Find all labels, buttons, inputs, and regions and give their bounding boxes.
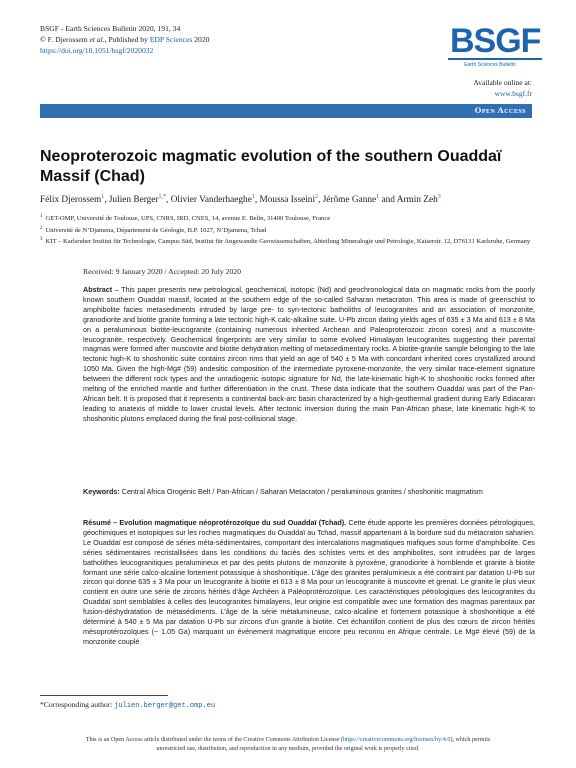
journal-logo bbox=[448, 22, 541, 68]
logo-subtitle: Earth Sciences Bulletin bbox=[464, 62, 516, 68]
author-list: Félix Djerossem$^1$, Julien Berger$^{1,*}$, Olivier Vanderhaeghe$^1$, Moussa Isseini$^2$, Jérôme Ganne$^1$ and Armin Zeh$^3$ bbox=[40, 194, 441, 206]
license-text-suffix: ), which permits bbox=[450, 737, 491, 743]
logo-wordmark: BSGF bbox=[450, 22, 541, 60]
open-access-label: Open Access bbox=[474, 105, 526, 115]
corresponding-email-link[interactable]: julien.berger@get.omp.eu bbox=[114, 702, 216, 710]
license-text-line2: unrestricted use, distribution, and reproduction in any medium, provided the original work is properly cited. bbox=[156, 746, 420, 752]
affiliation: $^1$ GET-OMP, Université de Toulouse, UPS, CNRS, IRD, CNES, 14, avenue E. Belin, 31400 Toulouse, France bbox=[40, 214, 331, 223]
availability bbox=[473, 77, 532, 99]
copyright-prefix: © F. Djerossem bbox=[40, 35, 90, 44]
footnote-separator bbox=[40, 695, 168, 696]
affiliation: $^3$ KIT – Karlsruher Institut für Technologie, Campus Süd, Institut für Angewandte Geowissenschaften, Abteilung Mineralogie und Petrologie, Kaiserstr. 12, D76131 Karlsruhe, Germany bbox=[40, 237, 531, 246]
abstract-text: – This paper presents new petrological, geochemical, isotopic (Nd) and geochronological data on magmatic rocks from the poorly known southern Ouaddaï massif, located at the southern edge of the so-called Saharan metacraton. This area is made of greenschist to amphibolite facies metasediments intruded by large pre- to syn-tectonic batholiths of leucogranites and an association of monzonite, granodiorite and biotite granite forming a late tectonic high-K calc-alkaline suite. U-Pb zircon dating yields ages of 635 ± 3 Ma and 613 ± 8 Ma on a peraluminous biotite-leucogranite (containing numerous inherited Archean and Paleoproterozoic zircon cores) and a muscovite-leucogranite, respectively. Geochemical fingerprints are very similar to some evolved Himalayan leucogranites suggesting their parental magmas were formed after muscovite and biotite dehydration melting of metasedimentary rocks. A biotite-granite sample belonging to the late tectonic high-K to shoshonitic suite contains zircon rims that yield an age of 540 ± 5 Ma with concordant inherited cores crystallized around 1050 Ma. Given the high-Mg# (59) andesitic composition of the intermediate pyroxene-monzonite, the very similar trace-element signature between the different rock types and the unradiogenic isotopic signature for Nd, the late-kinematic high-K to shoshonitic rocks formed after melting of the enriched mantle and further differentiation in the crust. These data indicate that the southern Ouaddaï was part of the Pan-African belt. It is proposed that it represents a continental back-arc basin characterized by a high-geothermal gradient during Early Ediacaran leading to anatexis of middle to lower crustal levels. After tectonic inversion during the main Pan-African phase, late kinematic high-K to shoshonitic plutons emplaced during the final post-collisional stage. bbox=[83, 285, 535, 423]
affiliation: $^2$ Université de N’Djamena, Département de Géologie, B.P. 1027, N’Djamena, Tchad bbox=[40, 225, 267, 234]
availability-label: Available online at: bbox=[473, 78, 532, 87]
resume-label: Résumé – Evolution magmatique néoprotérozoïque du sud Ouaddaï (Tchad). bbox=[83, 518, 347, 527]
abstract-label: Abstract bbox=[83, 285, 113, 294]
article-title: Neoproterozoic magmatic evolution of the southern Ouaddaï Massif (Chad) bbox=[40, 148, 502, 185]
affiliations bbox=[40, 212, 540, 247]
author[interactable]: Moussa Isseini$^2$ bbox=[259, 194, 319, 206]
author[interactable]: Julien Berger$^{1,*}$ bbox=[108, 194, 167, 206]
copyright-mid: , Published by bbox=[104, 35, 150, 44]
copyright-year: 2020 bbox=[192, 35, 210, 44]
author[interactable]: Jérôme Ganne$^1$ bbox=[322, 194, 380, 206]
copyright-etal: et al. bbox=[89, 35, 105, 44]
keywords-label: Keywords: bbox=[83, 487, 120, 496]
author[interactable]: Félix Djerossem$^1$ bbox=[40, 194, 105, 206]
license-footer bbox=[40, 736, 536, 754]
license-link[interactable]: https://creativecommons.org/licenses/by/4.0 bbox=[342, 737, 451, 743]
journal-header bbox=[40, 23, 209, 56]
publisher-link[interactable]: EDP Sciences bbox=[149, 35, 193, 44]
doi-link[interactable]: https://doi.org/10.1051/bsgf/2020032 bbox=[40, 46, 154, 55]
journal-website-link[interactable]: www.bsgf.fr bbox=[494, 89, 532, 98]
author[interactable]: Olivier Vanderhaeghe$^1$ bbox=[170, 194, 255, 206]
open-access-bar bbox=[40, 104, 532, 118]
corresponding-label: *Corresponding author: bbox=[40, 700, 115, 709]
journal-citation: BSGF - Earth Sciences Bulletin 2020, 191, 34 bbox=[40, 24, 181, 33]
keywords-text: Central Africa Orogenic Belt / Pan-African / Saharan Metacraton / peraluminous granites / shoshonitic magmatism bbox=[119, 487, 483, 496]
license-text: This is an Open Access article distributed under the terms of the Creative Commons Attribution License ( bbox=[85, 737, 343, 743]
received-accepted-dates: Received: 9 January 2020 / Accepted: 20 July 2020 bbox=[83, 267, 241, 276]
resume-text: Cette étude apporte les premières données pétrologiques, géochimiques et isotopiques sur les roches magmatiques du Ouaddaï au Tchad, massif appartenant à la bordure sud du métacraton saharien. Le Ouaddaï est composé de séries méta-sédimentaires, comportant des intercalations magmatiques mafiques sous forme d’amphibolite. Ces séries sédimentaires recristallisées dans les conditions du faciès des schistes verts et des amphibolites, sont intrudées par de larges batholithes leucogranitiques peralumineux et par des petits plutons de monzonite à pyroxène, granodiorite à hornblende et granite à biotite formant une série calco-alcaline fortement potassique à shoshonitique. L’âge des granites peralumineux a été contraint par datation U-Pb sur zircon qui donne 635 ± 3 Ma pour un leucogranite à biotite et 613 ± 8 Ma pour un leucogranite à muscovite et grenat. Le granite le plus vieux contient en outre une série de zircons hérités d’âge Archéen à Paléoprotérozoïque. Les caractéristiques pétrologiques des leucogranites du Ouaddaï sont semblables à celles des leucogranites himalayens, leur origine est compatible avec une formation des magmas parentaux par fusion-déshydratation de métasédiments. L’âge de la série métalumineuse, calco-alcaline et fortement potassique à shoshonitique a été déterminé à 540 ± 5 Ma par datation U-Pb sur zircons d’un granite à biotite. Cet échantillon contient de plus des cœurs de zircon hérités mésoprotérozoïques (~ 1.05 Ga) marquant un événement magmatique encore peu reconnu en Afrique centrale. Le Mg# élevé (59) de la monzonite couplé bbox=[83, 518, 535, 646]
keywords bbox=[83, 487, 535, 497]
abstract bbox=[83, 285, 535, 424]
copyright-line bbox=[40, 34, 209, 45]
resume bbox=[83, 518, 535, 647]
author[interactable]: Armin Zeh$^3$ bbox=[396, 194, 441, 206]
corresponding-author bbox=[40, 700, 215, 710]
